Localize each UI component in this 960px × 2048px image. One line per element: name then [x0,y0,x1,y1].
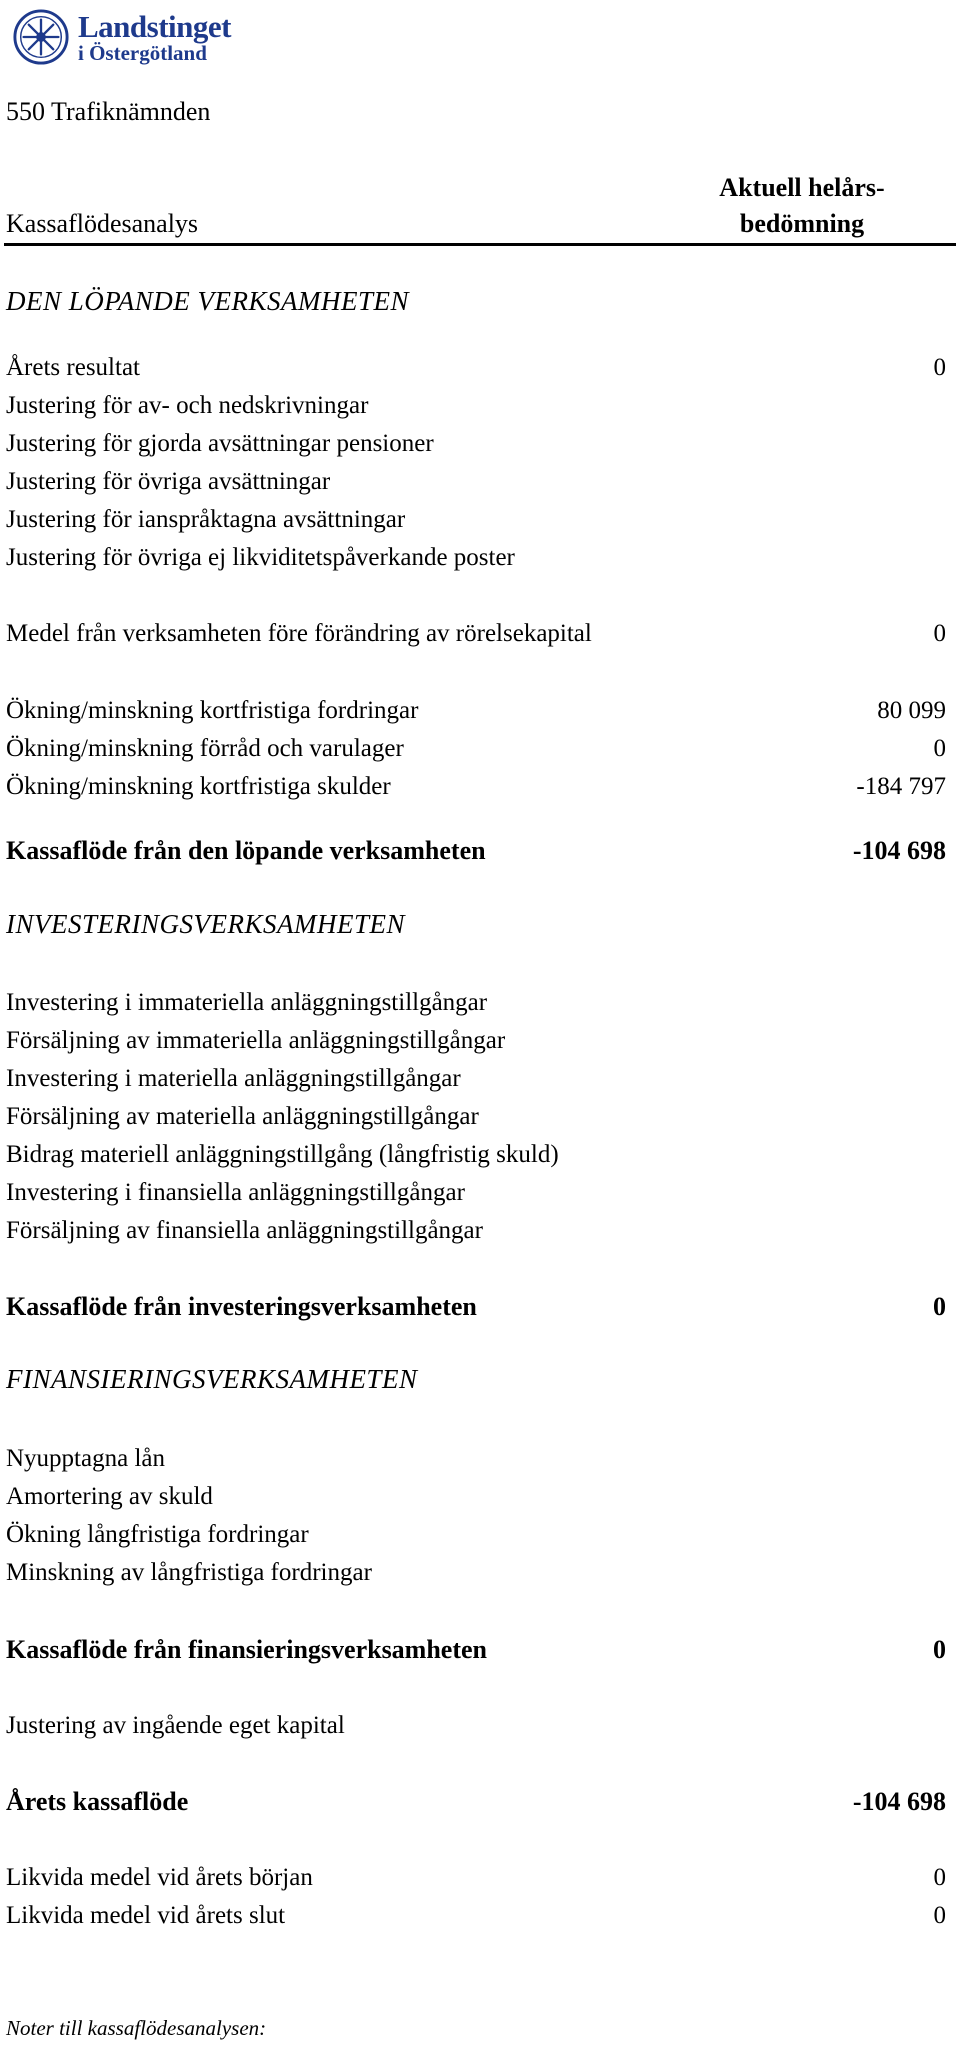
row-label: Justering av ingående eget kapital [6,1712,345,1739]
table-row [6,1213,946,1249]
logo-title: Landstinget [78,8,231,44]
total-label: Kassaflöde från investeringsverksamheten [6,1292,477,1321]
total-value: -104 698 [852,1787,946,1816]
section-heading-operating: DEN LÖPANDE VERKSAMHETEN [6,286,409,316]
row-label: Nyupptagna lån [6,1445,165,1472]
table-row [6,1555,946,1591]
total-label: Kassaflöde från finansieringsverksamheten [6,1635,487,1664]
table-row [6,985,946,1021]
table-row [6,1137,946,1173]
table-row [6,693,946,729]
row-label: Justering för ianspråktagna avsättningar [6,506,406,533]
row-value: 0 [933,1902,946,1929]
row-value: 0 [933,1864,946,1891]
total-label: Årets kassaflöde [6,1787,189,1816]
total-value: 0 [933,1292,946,1321]
row-label: Årets resultat [6,354,140,381]
table-row [6,1479,946,1515]
table-row [6,388,946,424]
table-row [6,350,946,386]
org-title: 550 Trafiknämnden [6,97,211,126]
row-value: 80 099 [877,697,946,724]
section-heading-investing: INVESTERINGSVERKSAMHETEN [6,909,405,939]
row-label: Investering i finansiella anläggningstillgångar [6,1179,465,1206]
landsting-emblem-icon [12,8,70,66]
total-label: Kassaflöde från den löpande verksamheten [6,836,486,865]
table-row [6,731,946,767]
table-row [6,426,946,462]
row-label: Medel från verksamheten före förändring av rörelsekapital [6,620,592,647]
table-row [6,1898,946,1934]
table-row [6,502,946,538]
notes-heading: Noter till kassaflödesanalysen: [6,2016,267,2040]
column-header [692,170,912,242]
total-row-investing [6,1289,946,1325]
total-value: 0 [933,1635,946,1664]
row-value: 0 [933,735,946,762]
column-header-line1: Aktuell helårs- [719,173,885,202]
total-row-year [6,1784,946,1820]
row-value: 0 [933,354,946,381]
row-value: 0 [933,620,946,647]
row-label: Försäljning av finansiella anläggningstillgångar [6,1217,483,1244]
table-row [6,464,946,500]
row-label: Investering i materiella anläggningstillgångar [6,1065,461,1092]
row-label: Justering för övriga ej likviditetspåverkande poster [6,544,515,571]
row-label: Justering för övriga avsättningar [6,468,331,495]
section-heading-financing: FINANSIERINGSVERKSAMHETEN [6,1364,418,1394]
table-row [6,769,946,805]
row-label: Försäljning av materiella anläggningstillgångar [6,1103,479,1130]
row-label: Justering för gjorda avsättningar pensioner [6,430,434,457]
table-row [6,1099,946,1135]
total-value: -104 698 [852,836,946,865]
table-row [6,1708,946,1744]
row-label: Ökning/minskning förråd och varulager [6,735,404,762]
table-row [6,1061,946,1097]
logo-subtitle: i Östergötland [78,40,207,65]
logo [12,8,231,66]
table-row [6,616,946,652]
row-label: Justering för av- och nedskrivningar [6,392,369,419]
table-row [6,540,946,576]
header-divider [4,243,956,246]
row-value: -184 797 [856,773,946,800]
row-label: Likvida medel vid årets slut [6,1902,286,1929]
row-label: Likvida medel vid årets början [6,1864,313,1891]
row-label: Ökning långfristiga fordringar [6,1521,309,1548]
row-label: Minskning av långfristiga fordringar [6,1559,372,1586]
row-label: Ökning/minskning kortfristiga skulder [6,773,391,800]
row-label: Ökning/minskning kortfristiga fordringar [6,697,419,724]
column-header-line2: bedömning [739,209,865,238]
row-label: Försäljning av immateriella anläggningstillgångar [6,1027,506,1054]
row-label: Bidrag materiell anläggningstillgång (långfristig skuld) [6,1141,559,1168]
table-row [6,1023,946,1059]
row-label: Amortering av skuld [6,1483,213,1510]
table-row [6,1860,946,1896]
row-label: Investering i immateriella anläggningstillgångar [6,989,488,1016]
document-title: Kassaflödesanalys [6,209,199,238]
total-row-operating [6,833,946,869]
table-row [6,1441,946,1477]
table-row [6,1517,946,1553]
table-row [6,1175,946,1211]
total-row-financing [6,1632,946,1668]
